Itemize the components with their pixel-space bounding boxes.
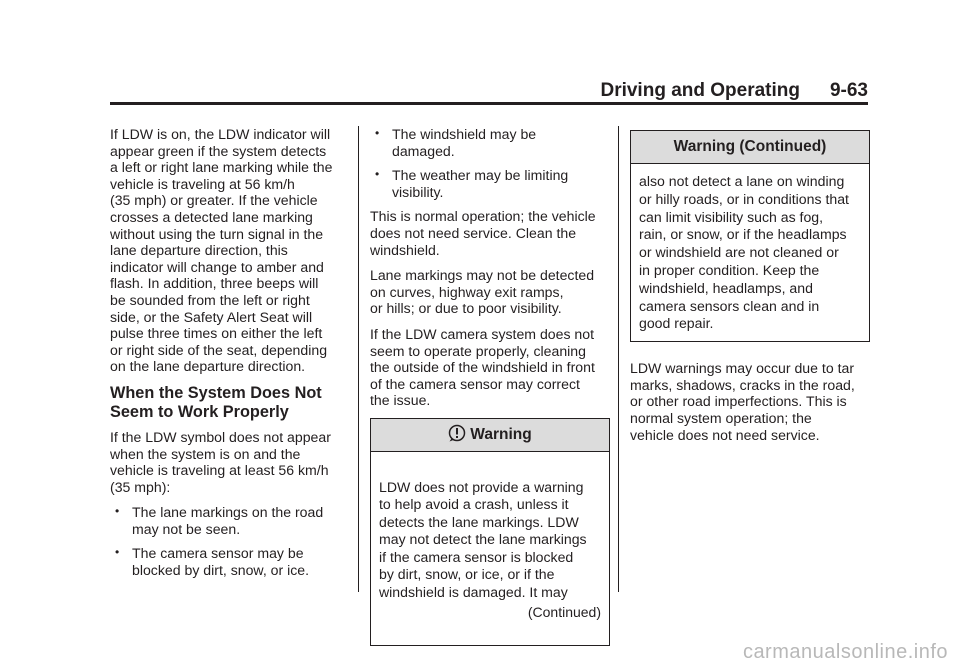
- list-item-text: The lane markings on the road may not be seen.: [132, 504, 324, 537]
- bullet-list: [370, 126, 610, 200]
- bullet-icon: •: [115, 545, 120, 560]
- paragraph: This is normal operation; the vehicle does not need service. Clean the windshield.: [370, 208, 596, 258]
- paragraph: If the LDW symbol does not appear when the system is on and the vehicle is traveling at least 56 km/h (35 mph):: [110, 428, 331, 495]
- warning-box-continued: [630, 130, 870, 342]
- list-item-text: The weather may be limiting visibility.: [392, 167, 569, 200]
- warning-box: [370, 418, 610, 646]
- bullet-icon: •: [375, 126, 380, 140]
- warning-header: [371, 419, 609, 452]
- section-title: Driving and Operating: [600, 80, 800, 101]
- bullet-icon: •: [115, 504, 120, 519]
- warning-body: [371, 452, 609, 645]
- warning-icon: [448, 424, 466, 442]
- bullet-icon: •: [375, 167, 380, 182]
- paragraph: If the LDW camera system does not seem to operate properly, cleaning the outside of the windshield in front of the camera sensor may correct the issue.: [370, 325, 595, 409]
- list-item: [370, 126, 610, 159]
- paragraph: LDW warnings may occur due to tar marks, shadows, cracks in the road, or other road imperfections. This is normal system operation; the vehicle does not need service.: [630, 360, 855, 443]
- list-item: [110, 545, 346, 578]
- paragraph: If LDW is on, the LDW indicator will appear green if the system detects a left or right lane marking while the vehicle is traveling at 56 km/h (35 mph) or greater. If the vehicle crosses a detected lane marking without using the turn signal in the lane departure direction, this indicator will change to amber and flash. In addition, three beeps will be sounded from the left or right side, or the Safety Alert Seat will pulse three times on either the left or right side of the seat, depending on the lane departure direction.: [110, 126, 333, 375]
- column-middle: [370, 126, 610, 646]
- continued-label: (Continued): [527, 603, 601, 620]
- column-divider: [358, 126, 359, 592]
- bullet-list: [110, 504, 346, 578]
- warning-body: also not detect a lane on winding or hilly roads, or in conditions that can limit visibility such as fog, rain, or snow, or if the headlamps or windshield are not cleaned or in proper condition. Keep the windshield, headlamps, and camera sensors clean and in good repair.: [639, 173, 849, 332]
- page-number: 9-63: [829, 80, 868, 101]
- list-item-text: The camera sensor may be blocked by dirt, snow, or ice.: [132, 545, 310, 579]
- page-header: [110, 80, 868, 104]
- list-item-text: The windshield may be damaged.: [392, 126, 537, 159]
- warning-header: Warning (Continued): [631, 131, 869, 164]
- list-item: [110, 504, 346, 537]
- column-right: [630, 130, 870, 452]
- column-divider: [618, 126, 619, 592]
- warning-text: LDW does not provide a warning to help avoid a crash, unless it detects the lane markings. LDW may not detect the lane markings if the camera sensor is blocked by dirt, snow, or ice, or if the windshield is damaged. It may: [379, 478, 587, 601]
- paragraph: Lane markings may not be detected on curves, highway exit ramps, or hills; or due to poor visibility.: [370, 267, 595, 317]
- list-item: [370, 167, 610, 200]
- section-heading: When the System Does Not Seem to Work Properly: [110, 383, 322, 421]
- watermark: carmanualsonline.info: [742, 641, 948, 663]
- column-left: [110, 126, 346, 587]
- header-rule: [110, 102, 868, 105]
- warning-title: Warning: [470, 425, 532, 443]
